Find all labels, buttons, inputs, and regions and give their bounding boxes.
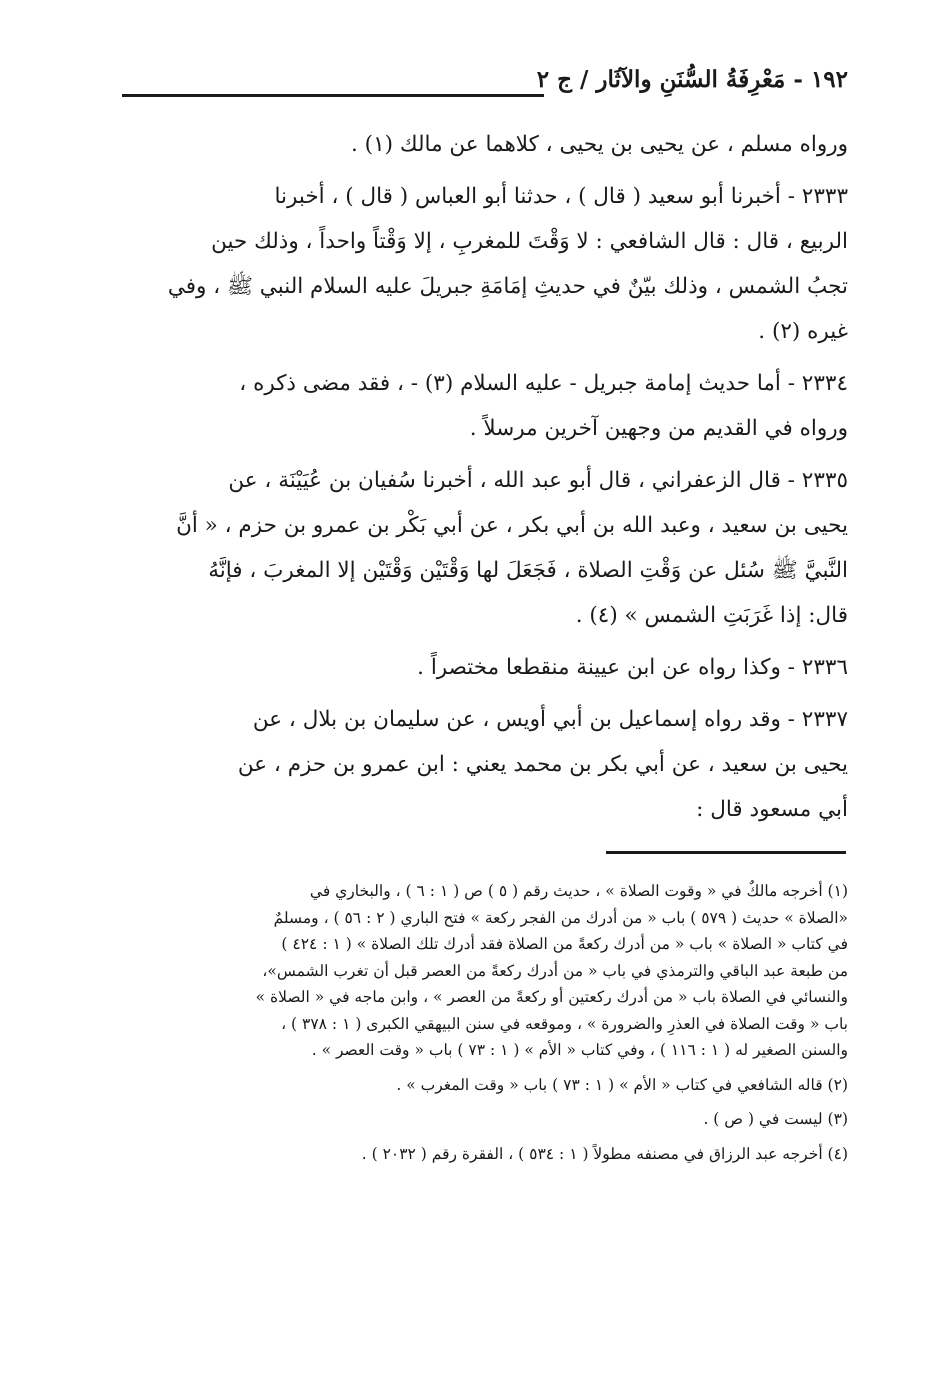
footnote-line: (١) أخرجه مالكٌ في « وقوت الصلاة » ، حديث رقم ( ٥ ) ص ( ١ : ٦ ) ، والبخاري في <box>309 882 848 900</box>
page-header <box>122 62 848 102</box>
text-line: ٢٣٣٣ - أخبرنا أبو سعيد ( قال ) ، حدثنا أبو العباس ( قال ) ، أخبرنا <box>274 184 848 209</box>
text-line: تجبُ الشمس ، وذلك بيّنٌ في حديثِ إمَامَةِ جبريلَ عليه السلام النبي ﷺ ، وفي <box>167 274 848 299</box>
text-line: ٢٣٣٦ - وكذا رواه عن ابن عيينة منقطعا مختصراً . <box>417 655 848 680</box>
paragraph-2333 <box>124 174 848 354</box>
footnote-4 <box>130 1141 848 1168</box>
footnote-line: في كتاب « الصلاة » باب « من أدرك ركعةً من الصلاة فقد أدرك تلك الصلاة » ( ١ : ٤٢٤ ) <box>281 935 848 953</box>
text-line: غيره (٢) . <box>758 319 848 344</box>
paragraph-continuation <box>124 122 848 167</box>
paragraph-2336 <box>124 645 848 690</box>
paragraph-2337 <box>124 697 848 832</box>
running-title: ١٩٢ - مَعْرِفَةُ السُّنَنِ والآثَار / ج ٢ <box>536 66 848 93</box>
footnote-line: باب « وقت الصلاة في العذرِ والضرورة » ، وموقعه في سنن البيهقي الكبرى ( ١ : ٣٧٨ ) ، <box>281 1014 848 1033</box>
footnote-2 <box>130 1072 848 1099</box>
text-line: يحيى بن سعيد ، وعبد الله بن أبي بكر ، عن أبي بَكْر بن عمرو بن حزم ، « أنَّ <box>176 513 848 538</box>
footnote-line: (٣) ليست في ( ص ) . <box>703 1110 848 1128</box>
main-text <box>124 122 848 832</box>
text-line: ٢٣٣٥ - قال الزعفراني ، قال أبو عبد الله ، أخبرنا سُفيان بن عُيَيْنَة ، عن <box>228 468 848 493</box>
text-line: يحيى بن سعيد ، عن أبي بكر بن محمد يعني : ابن عمرو بن حزم ، عن <box>237 752 848 777</box>
footnote-line: (٢) قاله الشافعي في كتاب « الأم » ( ١ : ٧٣ ) باب « وقت المغرب » . <box>396 1075 848 1094</box>
text-line: ٢٣٣٧ - وقد رواه إسماعيل بن أبي أويس ، عن سليمان بن بلال ، عن <box>252 707 848 732</box>
footnote-line: والسنن الصغير له ( ١ : ١١٦ ) ، وفي كتاب « الأم » ( ١ : ٧٣ ) باب « وقت العصر » . <box>311 1041 848 1059</box>
header-rule <box>122 94 544 97</box>
text-line: النَّبيَّ ﷺ سُئل عن وَقْتِ الصلاة ، فَجَعَلَ لها وَقْتَيْن وَقْتَيْن إلا المغربَ ، فإنَّهُ <box>208 558 848 583</box>
footnote-line: والنسائي في الصلاة باب « من أدرك ركعتين أو ركعةً من العصر » ، وابن ماجه في « الصلاة » <box>255 988 848 1006</box>
text-line: أبي مسعود قال : <box>696 797 848 822</box>
footnote-line: من طبعة عبد الباقي والترمذي في باب « من أدرك ركعةً من العصر قبل أن تغرب الشمس»، <box>262 961 848 980</box>
paragraph-2335 <box>124 458 848 638</box>
footnote-1 <box>130 878 848 1064</box>
text-line: قال: إذا غَرَبَتِ الشمس » (٤) . <box>575 603 848 628</box>
footnotes <box>130 878 848 1167</box>
text-line: ورواه مسلم ، عن يحيى بن يحيى ، كلاهما عن مالك (١) . <box>351 132 848 157</box>
footnote-line: «الصلاة » حديث ( ٥٧٩ ) باب « من أدرك من الفجر ركعة » فتح الباري ( ٢ : ٥٦ ) ، ومسلمٌ <box>273 908 848 927</box>
footnote-3 <box>130 1106 848 1133</box>
footnote-line: (٤) أخرجه عبد الرزاق في مصنفه مطولاً ( ١ : ٥٣٤ ) ، الفقرة رقم ( ٢٠٣٢ ) . <box>361 1144 848 1163</box>
text-line: الربيع ، قال : قال الشافعي : لا وَقْتَ للمغربِ ، إلا وَقْتاً واحداً ، وذلك حين <box>211 229 848 254</box>
footnote-separator <box>606 851 846 854</box>
text-line: ورواه في القديم من وجهين آخرين مرسلاً . <box>469 416 848 441</box>
text-line: ٢٣٣٤ - أما حديث إمامة جبريل - عليه السلام (٣) - ، فقد مضى ذكره ، <box>239 371 848 396</box>
paragraph-2334 <box>124 361 848 451</box>
